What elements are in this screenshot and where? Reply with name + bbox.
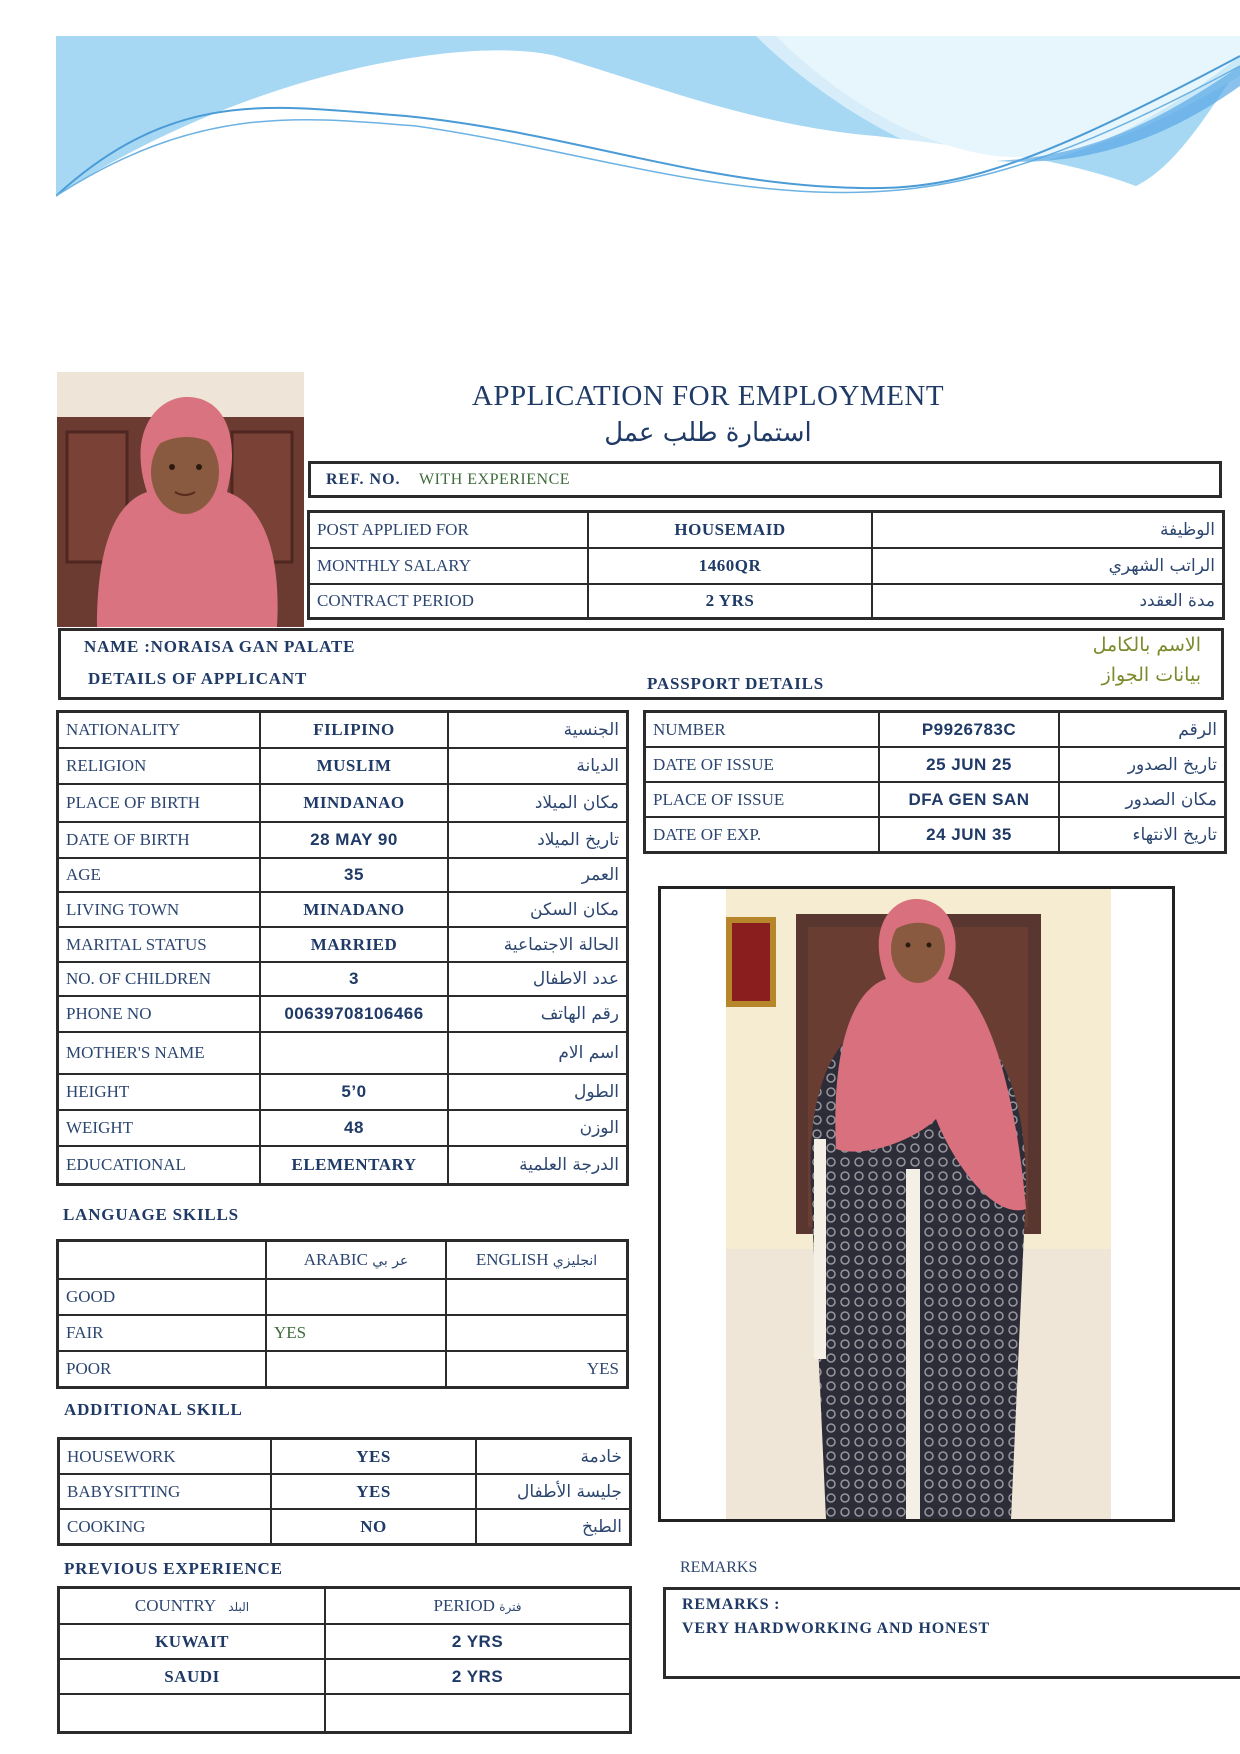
additional-skill-heading: ADDITIONAL SKILL: [64, 1400, 243, 1419]
remarks-box: [663, 1587, 1240, 1679]
skill-label: COOKING: [59, 1509, 271, 1544]
experience-row: [59, 1624, 630, 1659]
applicant-field-label-ar: مكان الميلاد: [448, 784, 627, 822]
passport-field-label-ar: الرقم: [1059, 712, 1225, 747]
skill-label-ar: خادمة: [476, 1439, 630, 1474]
passport-row: [645, 747, 1225, 782]
post-table: [308, 511, 1224, 619]
applicant-field-label-ar: رقم الهاتف: [448, 996, 627, 1032]
applicant-field-label-ar: الديانة: [448, 748, 627, 784]
applicant-field-label: MARITAL STATUS: [58, 927, 260, 962]
ref-value: WITH EXPERIENCE: [419, 471, 571, 488]
skill-value: YES: [271, 1474, 476, 1509]
applicant-row: [58, 784, 627, 822]
applicant-field-value: MARRIED: [260, 927, 448, 962]
applicant-row: [58, 712, 627, 748]
name-label: NAME :: [84, 637, 151, 656]
arabic-col-label: ARABIC: [303, 1250, 368, 1269]
post-label-ar: الراتب الشهري: [872, 548, 1223, 584]
applicant-field-label: RELIGION: [58, 748, 260, 784]
applicant-row: [58, 1074, 627, 1110]
language-level: GOOD: [58, 1279, 266, 1315]
remarks-text: VERY HARDWORKING AND HONEST: [682, 1620, 991, 1637]
passport-field-label: DATE OF EXP.: [645, 817, 879, 852]
language-skills-heading: LANGUAGE SKILLS: [63, 1205, 239, 1224]
passport-field-label-ar: تاريخ الانتهاء: [1059, 817, 1225, 852]
applicant-field-label-ar: تاريخ الميلاد: [448, 822, 627, 858]
applicant-field-value: 00639708106466: [260, 996, 448, 1032]
applicant-row: [58, 858, 627, 892]
applicant-field-value: ELEMENTARY: [260, 1146, 448, 1184]
applicant-field-value: 28 MAY 90: [260, 822, 448, 858]
country-col-label: COUNTRY: [134, 1596, 216, 1615]
skill-row: [59, 1439, 630, 1474]
period-col-label: PERIOD: [433, 1596, 495, 1615]
applicant-field-value: MUSLIM: [260, 748, 448, 784]
passport-field-value: 25 JUN 25: [879, 747, 1059, 782]
passport-field-label: NUMBER: [645, 712, 879, 747]
applicant-field-value: 35: [260, 858, 448, 892]
english-skill: YES: [446, 1351, 627, 1387]
passport-field-label-ar: مكان الصدور: [1059, 782, 1225, 817]
arabic-skill: [266, 1351, 446, 1387]
passport-field-label-ar: تاريخ الصدور: [1059, 747, 1225, 782]
applicant-field-label-ar: الجنسية: [448, 712, 627, 748]
applicant-field-value: MINDANAO: [260, 784, 448, 822]
ref-box: [308, 461, 1222, 498]
name-label-ar: الاسم بالكامل: [1092, 634, 1201, 656]
passport-field-label: DATE OF ISSUE: [645, 747, 879, 782]
applicant-field-label: PLACE OF BIRTH: [58, 784, 260, 822]
post-label: CONTRACT PERIOD: [309, 584, 588, 618]
language-row: [58, 1279, 627, 1315]
applicant-row: [58, 996, 627, 1032]
applicant-name-line: [84, 637, 355, 657]
previous-experience-heading: PREVIOUS EXPERIENCE: [64, 1559, 283, 1578]
skill-label: HOUSEWORK: [59, 1439, 271, 1474]
applicant-row: [58, 927, 627, 962]
form-title-arabic: استمارة طلب عمل: [604, 418, 812, 448]
ref-label: REF. NO.: [326, 471, 401, 488]
passport-heading-ar: بيانات الجواز: [1101, 664, 1201, 686]
applicant-field-label-ar: العمر: [448, 858, 627, 892]
applicant-field-label: HEIGHT: [58, 1074, 260, 1110]
applicant-field-value: FILIPINO: [260, 712, 448, 748]
experience-country: SAUDI: [59, 1659, 325, 1694]
english-col-label: ENGLISH: [475, 1250, 549, 1269]
applicant-field-label: AGE: [58, 858, 260, 892]
full-body-photo: [726, 889, 1111, 1519]
applicant-portrait-photo: [57, 372, 304, 627]
applicant-field-label: NATIONALITY: [58, 712, 260, 748]
post-label-ar: الوظيفة: [872, 512, 1223, 548]
language-row: [58, 1315, 627, 1351]
applicant-field-label: PHONE NO: [58, 996, 260, 1032]
applicant-field-label-ar: الوزن: [448, 1110, 627, 1146]
applicant-row: [58, 1146, 627, 1184]
remarks-label: REMARKS :: [682, 1596, 781, 1613]
skill-value: YES: [271, 1439, 476, 1474]
applicant-row: [58, 892, 627, 927]
experience-country: KUWAIT: [59, 1624, 325, 1659]
applicant-row: [58, 822, 627, 858]
period-col-header: [325, 1588, 630, 1624]
applicant-field-label: DATE OF BIRTH: [58, 822, 260, 858]
arabic-col-label-ar: عر بي: [372, 1253, 409, 1269]
passport-row: [645, 817, 1225, 852]
form-title: APPLICATION FOR EMPLOYMENT: [471, 380, 945, 412]
applicant-field-label-ar: اسم الام: [448, 1032, 627, 1074]
applicant-field-label-ar: الطول: [448, 1074, 627, 1110]
arabic-skill: YES: [266, 1315, 446, 1351]
applicant-field-label-ar: الدرجة العلمية: [448, 1146, 627, 1184]
skill-row: [59, 1509, 630, 1544]
passport-field-value: P9926783C: [879, 712, 1059, 747]
applicant-field-label-ar: الحالة الاجتماعية: [448, 927, 627, 962]
applicant-field-value: [260, 1032, 448, 1074]
experience-period: 2 YRS: [325, 1659, 630, 1694]
applicant-field-value: 48: [260, 1110, 448, 1146]
additional-skill-table: [58, 1438, 631, 1545]
passport-field-value: DFA GEN SAN: [879, 782, 1059, 817]
post-label: POST APPLIED FOR: [309, 512, 588, 548]
skill-value: NO: [271, 1509, 476, 1544]
passport-row: [645, 712, 1225, 747]
country-col-label-ar: البلد: [228, 1600, 250, 1614]
full-body-photo-frame: [658, 886, 1175, 1522]
experience-row: [59, 1659, 630, 1694]
previous-experience-table: [58, 1587, 631, 1733]
applicant-row: [58, 962, 627, 996]
applicant-row: [58, 1110, 627, 1146]
english-skill: [446, 1279, 627, 1315]
applicant-field-label-ar: مكان السكن: [448, 892, 627, 927]
passport-table: [644, 711, 1226, 853]
post-value: HOUSEMAID: [588, 512, 872, 548]
experience-country: [59, 1694, 325, 1732]
experience-row: [59, 1694, 630, 1732]
post-row: [309, 584, 1223, 618]
header-wave-banner: [56, 36, 1240, 204]
portrait-image: [57, 372, 304, 627]
language-level: FAIR: [58, 1315, 266, 1351]
applicant-field-label: LIVING TOWN: [58, 892, 260, 927]
arabic-skill: [266, 1279, 446, 1315]
language-level: POOR: [58, 1351, 266, 1387]
language-corner-cell: [58, 1241, 266, 1279]
post-value: 2 YRS: [588, 584, 872, 618]
skill-label: BABYSITTING: [59, 1474, 271, 1509]
applicant-field-label: EDUCATIONAL: [58, 1146, 260, 1184]
passport-field-value: 24 JUN 35: [879, 817, 1059, 852]
post-row: [309, 548, 1223, 584]
english-skill: [446, 1315, 627, 1351]
applicant-field-label-ar: عدد الاطفال: [448, 962, 627, 996]
skill-label-ar: الطبخ: [476, 1509, 630, 1544]
language-col-arabic: [266, 1241, 446, 1279]
language-skills-table: [57, 1240, 628, 1388]
skill-label-ar: جليسة الأطفال: [476, 1474, 630, 1509]
experience-period: [325, 1694, 630, 1732]
experience-period: 2 YRS: [325, 1624, 630, 1659]
country-col-header: [59, 1588, 325, 1624]
applicant-field-label: WEIGHT: [58, 1110, 260, 1146]
english-col-label-ar: انجليزي: [552, 1253, 598, 1269]
post-label-ar: مدة العقدد: [872, 584, 1223, 618]
language-row: [58, 1351, 627, 1387]
applicant-row: [58, 1032, 627, 1074]
post-row: [309, 512, 1223, 548]
period-col-label-ar: فترة: [499, 1600, 522, 1614]
passport-field-label: PLACE OF ISSUE: [645, 782, 879, 817]
applicant-field-value: 5’0: [260, 1074, 448, 1110]
applicant-name: NORAISA GAN PALATE: [150, 637, 356, 656]
details-heading: DETAILS OF APPLICANT: [88, 669, 308, 688]
post-label: MONTHLY SALARY: [309, 548, 588, 584]
experience-header-row: [59, 1588, 630, 1624]
applicant-row: [58, 748, 627, 784]
applicant-field-label: NO. OF CHILDREN: [58, 962, 260, 996]
language-col-english: [446, 1241, 627, 1279]
applicant-field-value: MINADANO: [260, 892, 448, 927]
language-header-row: [58, 1241, 627, 1279]
skill-row: [59, 1474, 630, 1509]
applicant-details-table: [57, 711, 628, 1185]
passport-row: [645, 782, 1225, 817]
post-value: 1460QR: [588, 548, 872, 584]
name-box: [58, 628, 1224, 700]
passport-heading: PASSPORT DETAILS: [647, 674, 825, 693]
remarks-section-label: REMARKS: [680, 1559, 758, 1576]
applicant-field-value: 3: [260, 962, 448, 996]
applicant-field-label: MOTHER'S NAME: [58, 1032, 260, 1074]
